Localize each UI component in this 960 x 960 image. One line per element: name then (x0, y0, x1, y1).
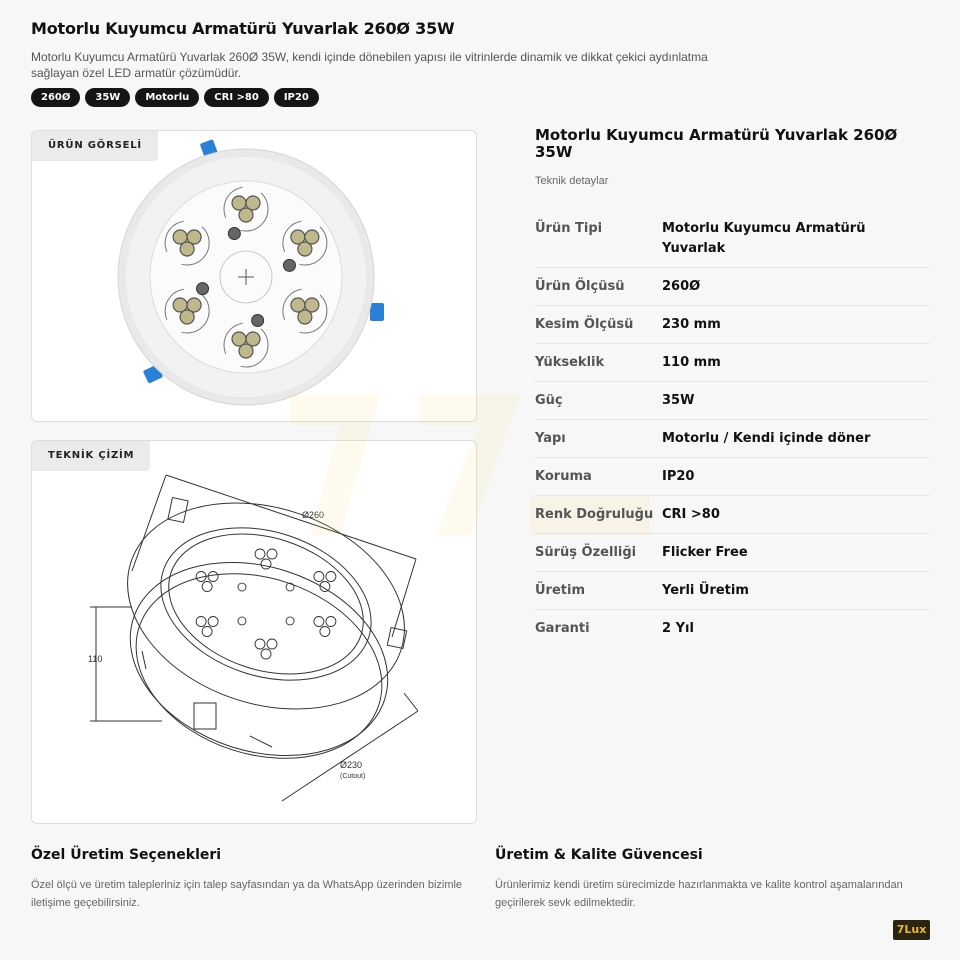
spec-row (535, 610, 930, 647)
spec-value: Motorlu / Kendi içinde döner (662, 431, 871, 446)
technical-drawing-card (31, 440, 477, 824)
spec-value: 260Ø (662, 279, 701, 294)
spec-key: Üretim (535, 583, 586, 598)
spec-key: Sürüş Özelliği (535, 545, 637, 560)
spec-key: Renk Doğruluğu (535, 507, 654, 522)
spec-row (535, 420, 930, 458)
spec-table (535, 210, 930, 647)
chip-ip[interactable]: IP20 (274, 88, 319, 107)
spec-row (535, 572, 930, 610)
spec-key: Güç (535, 393, 563, 408)
spec-key: Yükseklik (535, 355, 605, 370)
spec-value: 35W (662, 393, 695, 408)
technical-drawing-tag: TEKNİK ÇİZİM (32, 441, 150, 471)
spec-value: 230 mm (662, 317, 721, 332)
spec-value: Yerli Üretim (662, 583, 749, 598)
spec-title: Motorlu Kuyumcu Armatürü Yuvarlak 260Ø 35W (535, 126, 898, 161)
spec-key: Ürün Ölçüsü (535, 279, 625, 294)
spec-key: Ürün Tipi (535, 221, 603, 236)
brand-logo[interactable]: 7Lux (893, 920, 930, 940)
custom-production-text: Özel ölçü ve üretim talepleriniz için talep sayfasından ya da WhatsApp üzerinden bizimle iletişime geçebilirsiniz. (31, 879, 463, 909)
product-photo[interactable] (32, 131, 477, 422)
dimension-cutout-note: (Cutout) (340, 773, 366, 780)
chip-diameter[interactable]: 260Ø (31, 88, 80, 107)
spec-value: IP20 (662, 469, 695, 484)
quality-text: Ürünlerimiz kendi üretim sürecimizde hazırlanmakta ve kalite kontrol aşamalarından geçirilerek sevk edilmektedir. (495, 879, 903, 909)
product-description: Motorlu Kuyumcu Armatürü Yuvarlak 260Ø 35W, kendi içinde dönebilen yapısı ile vitrinlerde dinamik ve dikkat çekici aydınlatma sağlayan özel LED armatür çözümüdür. (31, 50, 708, 80)
chip-power[interactable]: 35W (85, 88, 130, 107)
spec-row (535, 344, 930, 382)
chip-cri[interactable]: CRI >80 (204, 88, 269, 107)
product-image-card (31, 130, 477, 422)
page-title: Motorlu Kuyumcu Armatürü Yuvarlak 260Ø 35W (31, 19, 455, 38)
spec-row (535, 496, 930, 534)
spec-panel (535, 127, 930, 647)
spec-row (535, 306, 930, 344)
spec-key: Garanti (535, 621, 590, 636)
quality-title: Üretim & Kalite Güvencesi (495, 847, 703, 863)
dimension-diameter: Ø260 (302, 510, 325, 520)
chip-motor[interactable]: Motorlu (135, 88, 199, 107)
spec-value: Motorlu Kuyumcu Armatürü Yuvarlak (662, 221, 866, 256)
technical-drawing[interactable] (32, 441, 477, 824)
spec-value: CRI >80 (662, 507, 720, 522)
product-image-tag: ÜRÜN GÖRSELİ (32, 131, 158, 161)
spec-value: 110 mm (662, 355, 721, 370)
spec-row (535, 458, 930, 496)
spec-key: Koruma (535, 469, 592, 484)
spec-subtitle: Teknik detaylar (535, 175, 609, 187)
spec-key: Yapı (535, 431, 566, 446)
dimension-cutout: Ø230 (340, 760, 363, 770)
spec-row (535, 534, 930, 572)
spec-row (535, 382, 930, 420)
custom-production-title: Özel Üretim Seçenekleri (31, 847, 222, 863)
spec-key: Kesim Ölçüsü (535, 317, 634, 332)
spec-row (535, 210, 930, 268)
dimension-height: 110 (88, 654, 103, 664)
feature-chips (31, 88, 319, 107)
spec-row (535, 268, 930, 306)
spec-value: Flicker Free (662, 545, 748, 560)
spec-value: 2 Yıl (662, 621, 694, 636)
